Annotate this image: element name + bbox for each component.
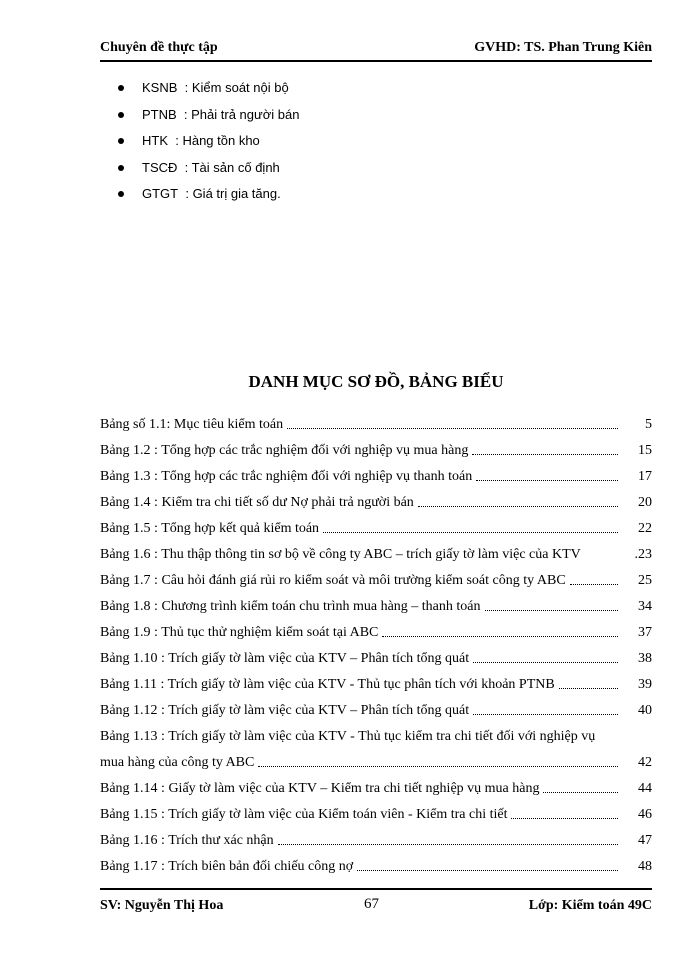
toc-leader bbox=[323, 531, 618, 533]
page-header bbox=[100, 40, 652, 62]
toc-page: 37 bbox=[638, 625, 652, 640]
list-item bbox=[118, 186, 299, 213]
toc-label: Bảng 1.2 : Tổng hợp các trắc nghiệm đối với nghiệp vụ mua hàng bbox=[100, 443, 469, 458]
toc-leader bbox=[599, 740, 648, 741]
bullet-icon bbox=[118, 165, 124, 171]
toc-leader bbox=[570, 583, 618, 585]
toc-label: Bảng số 1.1: Mục tiêu kiểm toán bbox=[100, 417, 284, 432]
toc-row bbox=[100, 719, 652, 745]
toc-label: Bảng 1.6 : Thu thập thông tin sơ bộ về công ty ABC – trích giấy tờ làm việc của KTV bbox=[100, 547, 581, 562]
toc-label: Bảng 1.5 : Tổng hợp kết quả kiểm toán bbox=[100, 521, 320, 536]
list-item bbox=[118, 107, 299, 134]
toc-label: mua hàng của công ty ABC bbox=[100, 755, 255, 770]
header-right: GVHD: TS. Phan Trung Kiên bbox=[474, 40, 652, 55]
abbr-meaning: : Giá trị gia tăng. bbox=[185, 186, 281, 201]
abbr-code: HTK bbox=[142, 133, 168, 148]
toc-leader bbox=[473, 713, 618, 715]
toc-row bbox=[100, 823, 652, 849]
toc-page: 47 bbox=[638, 833, 652, 848]
abbr-meaning: : Kiểm soát nội bộ bbox=[184, 80, 289, 95]
toc-row bbox=[100, 771, 652, 797]
toc-leader bbox=[357, 869, 618, 871]
toc-row bbox=[100, 537, 652, 563]
toc-label: Bảng 1.13 : Trích giấy tờ làm việc của KTV - Thủ tục kiểm tra chi tiết đối với nghiệp vụ bbox=[100, 729, 596, 744]
toc-leader bbox=[581, 562, 622, 563]
toc-label: Bảng 1.12 : Trích giấy tờ làm việc của KTV – Phân tích tổng quát bbox=[100, 703, 470, 718]
toc-row bbox=[100, 433, 652, 459]
toc-label: Bảng 1.3 : Tổng hợp các trắc nghiệm đối với nghiệp vụ thanh toán bbox=[100, 469, 473, 484]
toc-leader bbox=[476, 479, 618, 481]
abbreviation-list bbox=[118, 80, 299, 213]
toc-row bbox=[100, 641, 652, 667]
abbr-code: TSCĐ bbox=[142, 159, 178, 175]
toc-leader bbox=[258, 765, 618, 767]
page-title: DANH MỤC SƠ ĐỒ, BẢNG BIỂU bbox=[248, 372, 504, 391]
toc-leader bbox=[543, 791, 618, 793]
abbr-code: KSNB bbox=[142, 80, 178, 95]
toc-row bbox=[100, 563, 652, 589]
table-of-figures bbox=[100, 407, 652, 875]
toc-label: Bảng 1.17 : Trích biên bản đối chiếu công nợ bbox=[100, 859, 354, 874]
toc-leader bbox=[278, 843, 618, 845]
footer-class: Lớp: Kiểm toán 49C bbox=[528, 898, 652, 913]
toc-row bbox=[100, 589, 652, 615]
list-item bbox=[118, 160, 299, 187]
toc-row bbox=[100, 485, 652, 511]
toc-label: Bảng 1.16 : Trích thư xác nhận bbox=[100, 833, 274, 848]
toc-label: Bảng 1.7 : Câu hỏi đánh giá rủi ro kiểm soát và môi trường kiểm soát công ty ABC bbox=[100, 573, 566, 588]
toc-label: Bảng 1.14 : Giấy tờ làm việc của KTV – Kiểm tra chi tiết nghiệp vụ mua hàng bbox=[100, 781, 540, 796]
bullet-icon bbox=[118, 85, 124, 91]
toc-page: 46 bbox=[638, 807, 652, 822]
toc-page: 44 bbox=[638, 781, 652, 796]
toc-row bbox=[100, 615, 652, 641]
header-left: Chuyên đề thực tập bbox=[100, 40, 218, 55]
toc-row bbox=[100, 745, 652, 771]
toc-label: Bảng 1.9 : Thủ tục thử nghiệm kiểm soát tại ABC bbox=[100, 625, 379, 640]
toc-label: Bảng 1.10 : Trích giấy tờ làm việc của KTV – Phân tích tổng quát bbox=[100, 651, 470, 666]
toc-row bbox=[100, 511, 652, 537]
toc-label: Bảng 1.8 : Chương trình kiểm toán chu trình mua hàng – thanh toán bbox=[100, 599, 481, 614]
toc-page: 48 bbox=[638, 859, 652, 874]
toc-row bbox=[100, 459, 652, 485]
toc-page: 15 bbox=[638, 443, 652, 458]
abbr-meaning: : Hàng tồn kho bbox=[175, 133, 260, 148]
toc-leader bbox=[511, 817, 618, 819]
toc-leader bbox=[473, 661, 618, 663]
toc-leader bbox=[559, 687, 618, 689]
toc-row bbox=[100, 667, 652, 693]
toc-leader bbox=[472, 453, 618, 455]
page-footer bbox=[100, 888, 652, 916]
bullet-icon bbox=[118, 138, 124, 144]
toc-page: .23 bbox=[634, 547, 652, 562]
toc-page: 25 bbox=[638, 573, 652, 588]
abbr-meaning: : Phải trả người bán bbox=[183, 106, 300, 122]
list-item bbox=[118, 80, 299, 107]
toc-leader bbox=[418, 505, 618, 507]
toc-page: 22 bbox=[638, 521, 652, 536]
toc-leader bbox=[287, 427, 618, 429]
toc-row bbox=[100, 849, 652, 875]
toc-page: 40 bbox=[638, 703, 652, 718]
toc-label: Bảng 1.15 : Trích giấy tờ làm việc của Kiểm toán viên - Kiểm tra chi tiết bbox=[100, 807, 508, 822]
abbr-meaning: : Tài sản cố định bbox=[184, 159, 280, 175]
page-number: 67 bbox=[364, 896, 379, 912]
footer-student: SV: Nguyễn Thị Hoa bbox=[100, 898, 224, 913]
toc-leader bbox=[485, 609, 619, 611]
toc-row bbox=[100, 797, 652, 823]
toc-leader bbox=[382, 635, 618, 637]
toc-row bbox=[100, 407, 652, 433]
list-item bbox=[118, 133, 299, 160]
bullet-icon bbox=[118, 112, 124, 118]
toc-label: Bảng 1.11 : Trích giấy tờ làm việc của KTV - Thủ tục phân tích với khoản PTNB bbox=[100, 677, 555, 692]
toc-page: 20 bbox=[638, 495, 652, 510]
abbr-code: PTNB bbox=[142, 106, 177, 122]
toc-row bbox=[100, 693, 652, 719]
toc-page: 17 bbox=[638, 469, 652, 484]
abbr-code: GTGT bbox=[142, 186, 179, 201]
toc-page: 39 bbox=[638, 677, 652, 692]
toc-label: Bảng 1.4 : Kiểm tra chi tiết số dư Nợ phải trả người bán bbox=[100, 495, 414, 510]
toc-page: 38 bbox=[638, 651, 652, 666]
toc-page: 42 bbox=[638, 755, 652, 770]
toc-page: 5 bbox=[645, 417, 652, 432]
bullet-icon bbox=[118, 191, 124, 197]
toc-page: 34 bbox=[638, 599, 652, 614]
